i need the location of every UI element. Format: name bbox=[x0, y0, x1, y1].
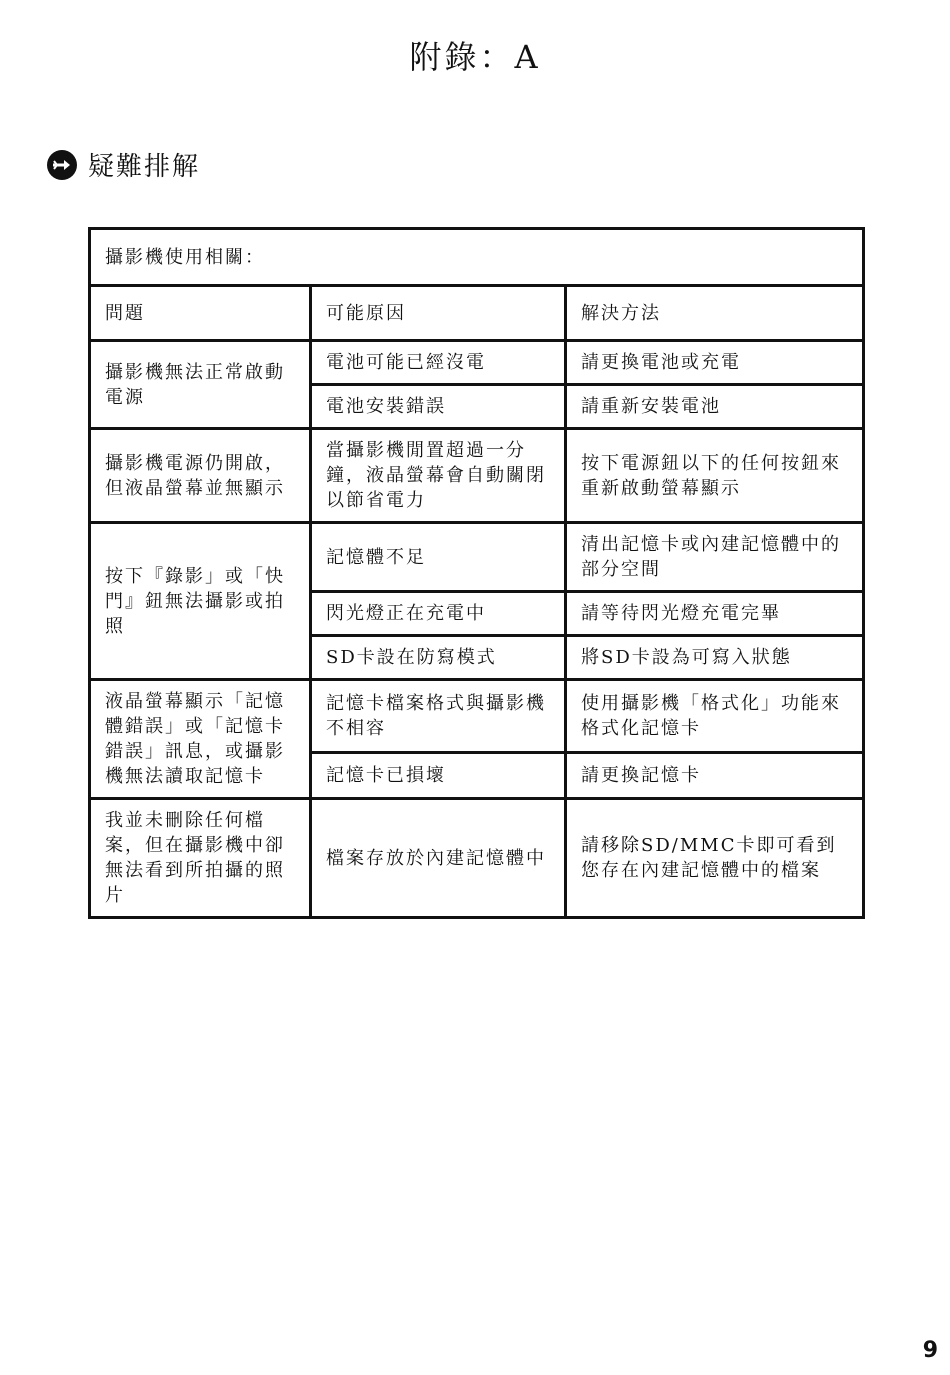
problem-cell: 液晶螢幕顯示「記憶體錯誤」或「記憶卡錯誤」訊息，或攝影機無法讀取記憶卡 bbox=[90, 680, 311, 799]
cause-cell: 當攝影機閒置超過一分鐘，液晶螢幕會自動關閉以節省電力 bbox=[311, 429, 566, 523]
solution-cell: 請重新安裝電池 bbox=[566, 385, 864, 429]
cause-cell: 閃光燈正在充電中 bbox=[311, 592, 566, 636]
problem-cell: 攝影機無法正常啟動電源 bbox=[90, 341, 311, 429]
category-cell: 攝影機使用相關： bbox=[90, 229, 864, 286]
header-row bbox=[90, 286, 864, 341]
cause-cell: SD卡設在防寫模式 bbox=[311, 636, 566, 680]
table-row bbox=[90, 680, 864, 753]
solution-cell: 請移除SD/MMC卡即可看到您存在內建記憶體中的檔案 bbox=[566, 799, 864, 918]
table-row bbox=[90, 341, 864, 385]
arrow-right-circle-icon bbox=[46, 149, 78, 181]
solution-cell: 按下電源鈕以下的任何按鈕來重新啟動螢幕顯示 bbox=[566, 429, 864, 523]
category-row bbox=[90, 229, 864, 286]
page-title: 附錄：A bbox=[409, 38, 541, 76]
cause-cell: 檔案存放於內建記憶體中 bbox=[311, 799, 566, 918]
header-solution: 解決方法 bbox=[566, 286, 864, 341]
table-row bbox=[90, 523, 864, 592]
solution-cell: 請更換電池或充電 bbox=[566, 341, 864, 385]
header-problem: 問題 bbox=[90, 286, 311, 341]
solution-cell: 使用攝影機「格式化」功能來格式化記憶卡 bbox=[566, 680, 864, 753]
section-heading bbox=[46, 146, 200, 183]
solution-cell: 請等待閃光燈充電完畢 bbox=[566, 592, 864, 636]
cause-cell: 電池可能已經沒電 bbox=[311, 341, 566, 385]
troubleshooting-table bbox=[88, 227, 865, 919]
cause-cell: 記憶卡已損壞 bbox=[311, 752, 566, 798]
table-row bbox=[90, 799, 864, 918]
problem-cell: 我並未刪除任何檔案，但在攝影機中卻無法看到所拍攝的照片 bbox=[90, 799, 311, 918]
cause-cell: 電池安裝錯誤 bbox=[311, 385, 566, 429]
cause-cell: 記憶體不足 bbox=[311, 523, 566, 592]
solution-cell: 清出記憶卡或內建記憶體中的部分空間 bbox=[566, 523, 864, 592]
cause-cell: 記憶卡檔案格式與攝影機不相容 bbox=[311, 680, 566, 753]
page-number: 9 bbox=[922, 1338, 938, 1363]
section-title: 疑難排解 bbox=[88, 152, 201, 182]
table-row bbox=[90, 429, 864, 523]
header-cause: 可能原因 bbox=[311, 286, 566, 341]
solution-cell: 請更換記憶卡 bbox=[566, 752, 864, 798]
problem-cell: 攝影機電源仍開啟，但液晶螢幕並無顯示 bbox=[90, 429, 311, 523]
problem-cell: 按下『錄影」或「快門』鈕無法攝影或拍照 bbox=[90, 523, 311, 680]
solution-cell: 將SD卡設為可寫入狀態 bbox=[566, 636, 864, 680]
